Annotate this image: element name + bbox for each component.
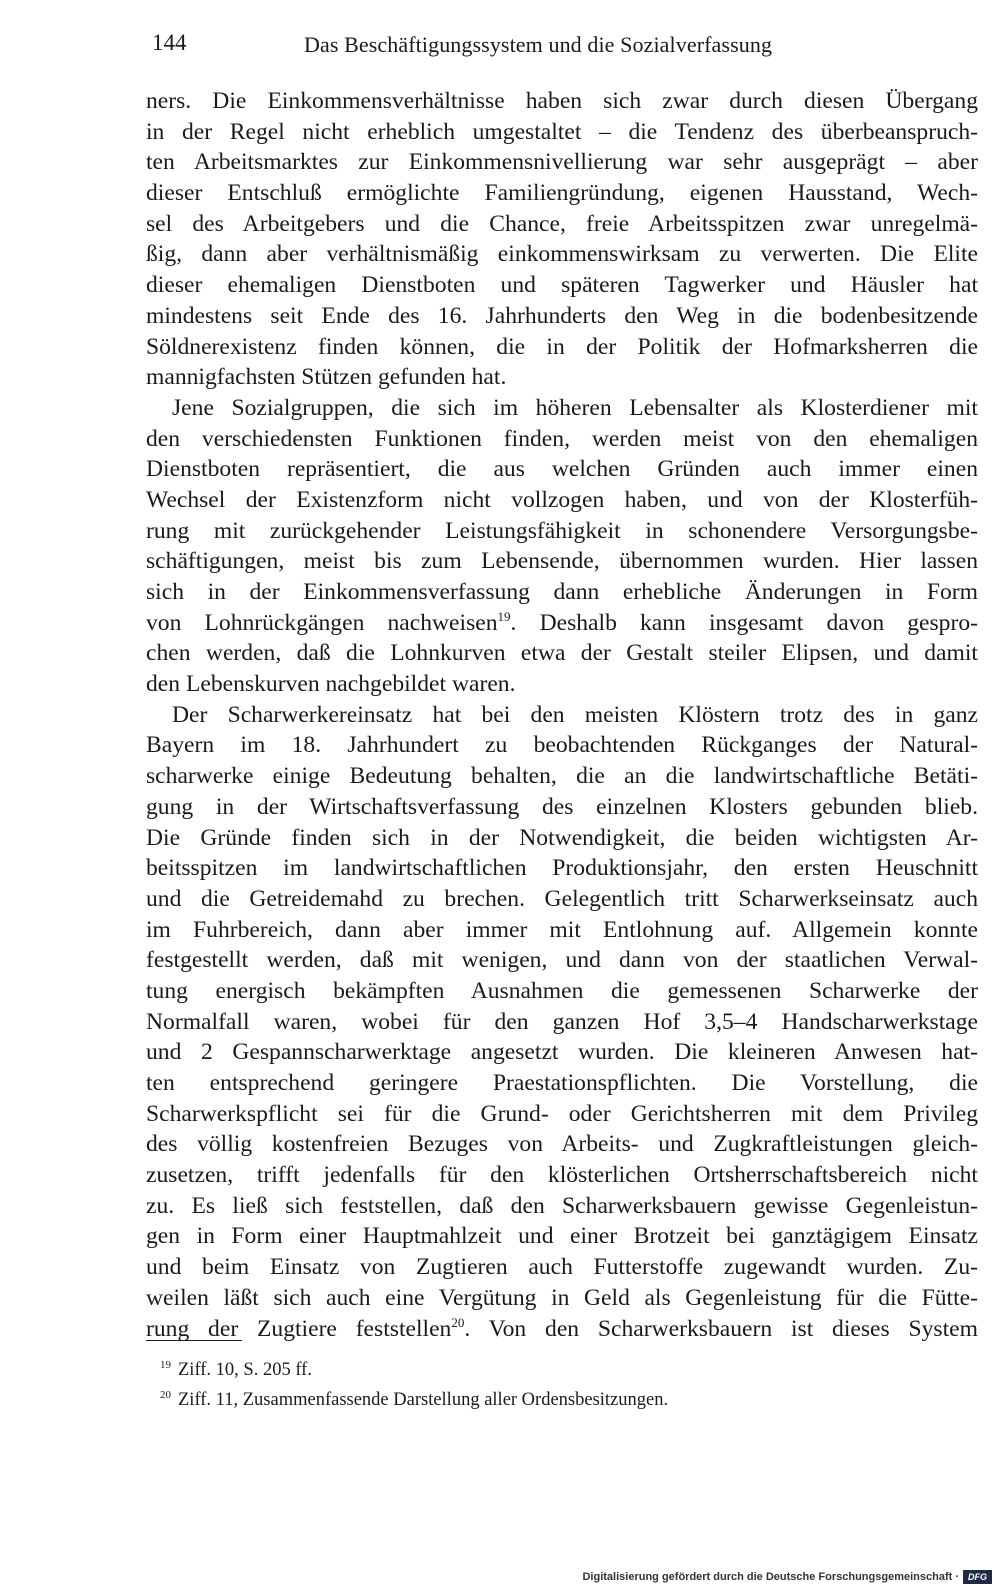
text-line: ners. Die Einkommensverhältnisse haben sich zwar durch diesen Übergang bbox=[146, 88, 978, 114]
text-line: Scharwerkspflicht sei für die Grund- oder Gerichtsherren mit dem Privileg bbox=[146, 1100, 978, 1127]
text-line: festgestellt werden, daß mit wenigen, und dann von der staatlichen Verwal- bbox=[146, 947, 978, 974]
text-line: sich in der Einkommensverfassung dann erhebliche Änderungen in Form bbox=[146, 579, 978, 605]
digitization-credit bbox=[582, 1567, 992, 1587]
page-header bbox=[152, 30, 982, 64]
footnote-mark-20[interactable]: 20 bbox=[451, 1314, 465, 1330]
text-line: zusetzen, trifft jedenfalls für den klösterlichen Ortsherrschaftsbereich nicht bbox=[146, 1162, 978, 1189]
footnote-number: 20 bbox=[160, 1389, 171, 1401]
text-line: rung mit zurückgehender Leistungsfähigkeit in schonendere Versorgungsbe- bbox=[146, 517, 978, 544]
text-line: in der Regel nicht erheblich umgestaltet – die Tendenz des überbeanspruch- bbox=[146, 118, 978, 145]
text-line: mannigfachsten Stützen gefunden hat. bbox=[146, 364, 507, 391]
text-line: ßig, dann aber verhältnismäßig einkommenswirksam zu verwerten. Die Elite bbox=[146, 241, 978, 268]
text-line: gen in Form einer Hauptmahlzeit und einer Brotzeit bei ganztägigem Einsatz bbox=[146, 1223, 978, 1250]
text-line: zu. Es ließ sich feststellen, daß den Scharwerksbauern gewisse Gegenleistun- bbox=[146, 1192, 978, 1219]
text-line: Normalfall waren, wobei für den ganzen Hof 3,5–4 Handscharwerkstage bbox=[146, 1008, 978, 1035]
text-line: beitsspitzen im landwirtschaftlichen Produktionsjahr, den ersten Heuschnitt bbox=[146, 855, 978, 882]
body-text bbox=[146, 86, 978, 1344]
footnote-mark-19[interactable]: 19 bbox=[497, 608, 511, 624]
dfg-logo: DFG bbox=[963, 1570, 992, 1584]
text-segment: . Deshalb kann insgesamt davon gespro- bbox=[510, 609, 978, 636]
text-line: Die Gründe finden sich in der Notwendigkeit, die beiden wichtigsten Ar- bbox=[146, 824, 978, 851]
footnote-text: Ziff. 11, Zusammenfassende Darstellung aller Ordensbesitzungen. bbox=[178, 1390, 669, 1410]
text-line: ten Arbeitsmarktes zur Einkommensnivellierung war sehr ausgeprägt – aber bbox=[146, 149, 978, 176]
text-line: des völlig kostenfreien Bezuges von Arbeits- und Zugkraftleistungen gleich- bbox=[146, 1131, 978, 1158]
text-line: und die Getreidemahd zu brechen. Gelegentlich tritt Scharwerkseinsatz auch bbox=[146, 885, 978, 912]
text-line: scharwerke einige Bedeutung behalten, die an die landwirtschaftliche Betäti- bbox=[146, 763, 978, 790]
text-segment: von Lohnrückgängen nachweisen bbox=[146, 609, 498, 636]
text-line: dieser ehemaligen Dienstboten und späteren Tagwerker und Häusler hat bbox=[146, 272, 978, 299]
text-line: schäftigungen, meist bis zum Lebensende, übernommen wurden. Hier lassen bbox=[146, 548, 978, 575]
page-number: 144 bbox=[152, 30, 187, 55]
text-line: Bayern im 18. Jahrhundert zu beobachtenden Rückganges der Natural- bbox=[146, 732, 978, 759]
text-line: weilen läßt sich auch eine Vergütung in Geld als Gegenleistung für die Fütte- bbox=[146, 1284, 978, 1311]
text-line: sel des Arbeitgebers und die Chance, freie Arbeitsspitzen zwar unregelmä- bbox=[146, 210, 978, 237]
text-line: und 2 Gespannscharwerktage angesetzt wurden. Die kleineren Anwesen hat- bbox=[146, 1039, 978, 1066]
text-line: Söldnerexistenz finden können, die in der Politik der Hofmarksherren die bbox=[146, 333, 978, 360]
text-line: gung in der Wirtschaftsverfassung des einzelnen Klosters gebunden blieb. bbox=[146, 793, 978, 820]
footnote-divider bbox=[146, 1340, 242, 1341]
footnote-text: Ziff. 10, S. 205 ff. bbox=[178, 1360, 312, 1380]
text-line-with-footnote bbox=[146, 608, 978, 639]
credit-text: Digitalisierung gefördert durch die Deutsche Forschungsgemeinschaft · bbox=[582, 1571, 959, 1583]
text-line: tung energisch bekämpften Ausnahmen die gemessenen Scharwerke der bbox=[146, 977, 978, 1004]
footnote-19 bbox=[160, 1355, 960, 1385]
paragraph-start-line: Der Scharwerkereinsatz hat bei den meisten Klöstern trotz des in ganz bbox=[172, 701, 978, 728]
text-line-with-footnote bbox=[146, 1314, 978, 1345]
text-line: im Fuhrbereich, dann aber immer mit Entlohnung auf. Allgemein konnte bbox=[146, 916, 978, 943]
text-line: Wechsel der Existenzform nicht vollzogen haben, und von der Klosterfüh- bbox=[146, 486, 978, 513]
text-line: Dienstboten repräsentiert, die aus welchen Gründen auch immer einen bbox=[146, 456, 978, 483]
footnote-number: 19 bbox=[160, 1359, 171, 1371]
text-line: dieser Entschluß ermöglichte Familiengründung, eigenen Hausstand, Wech- bbox=[146, 180, 978, 207]
text-segment: rung der Zugtiere feststellen bbox=[146, 1315, 452, 1342]
text-line: den verschiedensten Funktionen finden, werden meist von den ehemaligen bbox=[146, 425, 978, 452]
text-line: den Lebenskurven nachgebildet waren. bbox=[146, 671, 516, 698]
text-line: mindestens seit Ende des 16. Jahrhunderts den Weg in die bodenbesitzende bbox=[146, 302, 978, 329]
footnote-20 bbox=[160, 1385, 960, 1415]
text-segment: . Von den Scharwerksbauern ist dieses System bbox=[464, 1315, 978, 1342]
running-head: Das Beschäftigungssystem und die Sozialverfassung bbox=[304, 32, 773, 57]
paragraph-start-line: Jene Sozialgruppen, die sich im höheren Lebensalter als Klosterdiener mit bbox=[172, 394, 978, 421]
text-line: chen werden, daß die Lohnkurven etwa der Gestalt steiler Elipsen, und damit bbox=[146, 640, 978, 667]
footnotes bbox=[160, 1355, 960, 1415]
text-line: ten entsprechend geringere Praestationspflichten. Die Vorstellung, die bbox=[146, 1070, 978, 1096]
text-line: und beim Einsatz von Zugtieren auch Futterstoffe zugewandt wurden. Zu- bbox=[146, 1254, 978, 1281]
